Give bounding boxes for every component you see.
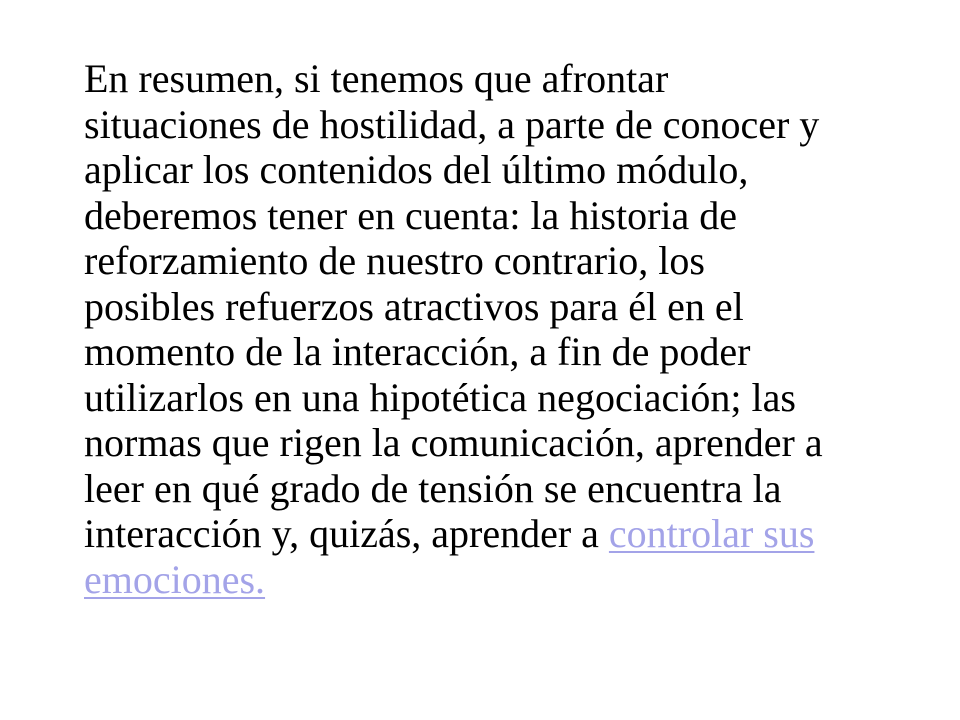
text-line: situaciones de hostilidad, a parte de conocer y [84, 101, 820, 147]
text-line: utilizarlos en una hipotética negociación; las [84, 374, 796, 420]
text-line: momento de la interacción, a fin de poder [84, 329, 751, 374]
text-line-link-continuation [84, 557, 904, 603]
text-line: interacción y, quizás, aprender a [84, 511, 609, 556]
text-line-with-link [84, 511, 904, 557]
controlar-emociones-link-part1[interactable]: controlar sus [608, 511, 815, 556]
text-line: aplicar los contenidos del último módulo, [84, 147, 749, 192]
text-line: En resumen, si tenemos que afrontar [84, 56, 669, 101]
body-paragraph [84, 56, 904, 602]
text-line: leer en qué grado de tensión se encuentra la [84, 465, 782, 511]
controlar-emociones-link-part2[interactable]: emociones. [84, 556, 266, 602]
text-line: deberemos tener en cuenta: la historia de [84, 192, 738, 238]
text-line: normas que rigen la comunicación, aprender a [84, 420, 823, 465]
text-line: posibles refuerzos atractivos para él en el [84, 283, 744, 329]
text-line: reforzamiento de nuestro contrario, los [84, 238, 705, 283]
